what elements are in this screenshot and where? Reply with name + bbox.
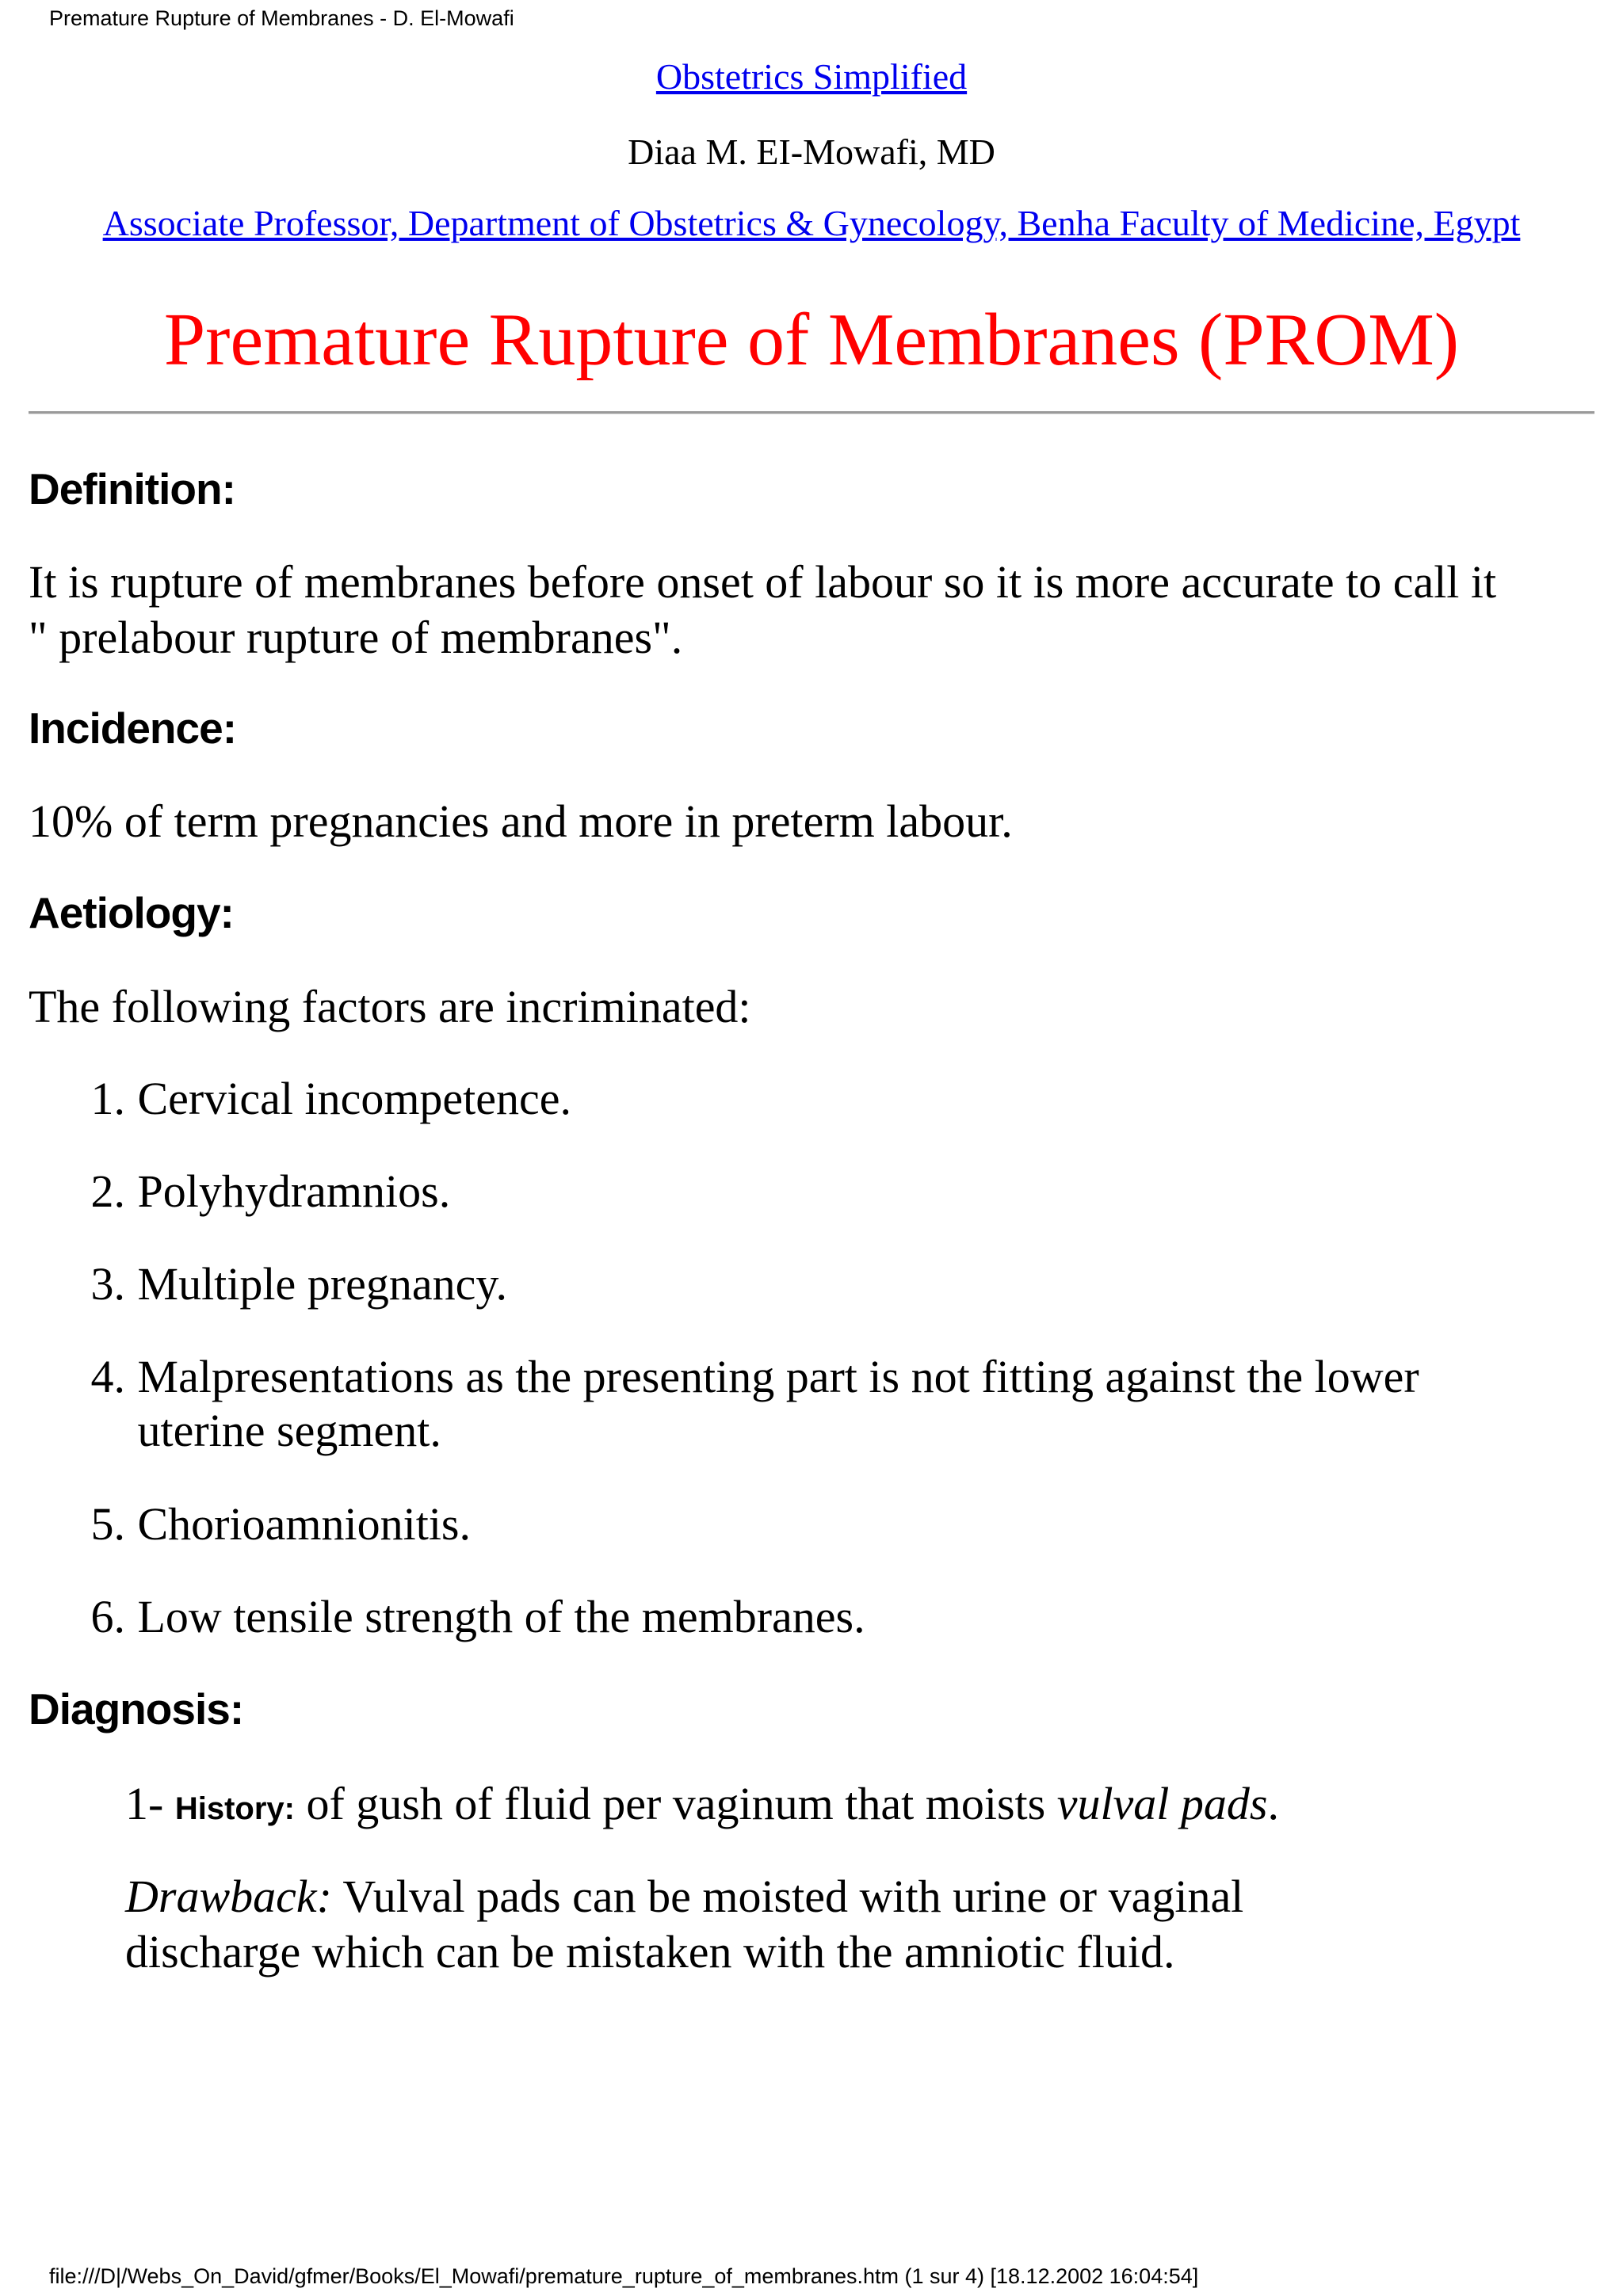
diagnosis-heading: Diagnosis: — [29, 1684, 244, 1733]
incidence-heading: Incidence: — [29, 704, 237, 753]
definition-line-1: It is rupture of membranes before onset of labour so it is more accurate to call it — [29, 556, 1497, 608]
history-text: of gush of fluid per vaginum that moists — [294, 1778, 1057, 1829]
book-link[interactable]: Obstetrics Simplified — [655, 56, 968, 97]
list-item — [63, 1497, 1569, 1551]
author-name: Diaa M. EI-Mowafi, MD — [628, 132, 995, 172]
aetiology-intro: The following factors are incriminated: — [29, 981, 751, 1032]
list-number: 3. — [90, 1258, 125, 1310]
list-item — [63, 1350, 1569, 1458]
definition-heading: Definition: — [29, 464, 235, 513]
aetiology-heading: Aetiology: — [29, 888, 234, 937]
diagnosis-history — [125, 1776, 1361, 1836]
diagnosis-drawback — [125, 1869, 1361, 1980]
list-text: Low tensile strength of the membranes. — [137, 1591, 865, 1642]
history-number: 1- — [125, 1778, 164, 1829]
list-number: 2. — [90, 1165, 125, 1217]
list-item — [63, 1257, 1569, 1311]
print-header: Premature Rupture of Membranes - D. El-Mowafi — [49, 6, 514, 30]
drawback-text: Vulval pads can be moisted with urine or vaginal discharge which can be mistaken with the amniotic fluid. — [125, 1871, 1244, 1978]
affiliation-link[interactable]: Associate Professor, Department of Obstetrics & Gynecology, Benha Faculty of Medicine, Egypt — [102, 203, 1521, 243]
drawback-label: Drawback: — [125, 1871, 332, 1922]
list-text: Chorioamnionitis. — [137, 1498, 471, 1550]
list-item — [63, 1165, 1569, 1219]
page-title: Premature Rupture of Membranes (PROM) — [163, 299, 1460, 381]
history-emphasis: vulval pads — [1056, 1778, 1268, 1829]
horizontal-rule — [29, 411, 1594, 414]
list-text: Multiple pregnancy. — [137, 1258, 508, 1310]
list-text: Cervical incompetence. — [137, 1073, 572, 1124]
affiliation-container — [0, 202, 1623, 244]
book-link-container — [0, 55, 1623, 97]
definition-line-2: " prelabour rupture of membranes". — [29, 612, 683, 663]
list-number: 5. — [90, 1498, 125, 1550]
list-number: 4. — [90, 1351, 125, 1402]
list-item — [63, 1590, 1569, 1644]
list-item — [63, 1072, 1569, 1126]
history-end: . — [1267, 1778, 1279, 1829]
history-colon: : — [284, 1791, 295, 1826]
list-number: 1. — [90, 1073, 125, 1124]
list-number: 6. — [90, 1591, 125, 1642]
list-text: Malpresentations as the presenting part is not fitting against the lower uterine segment. — [137, 1351, 1419, 1456]
list-text: Polyhydramnios. — [137, 1165, 451, 1217]
print-footer: file:///D|/Webs_On_David/gfmer/Books/El_Mowafi/premature_rupture_of_membranes.htm (1 sur 4) [18.12.2002 16:04:54] — [49, 2264, 1199, 2288]
incidence-text: 10% of term pregnancies and more in preterm labour. — [29, 795, 1013, 847]
history-label: History — [174, 1791, 285, 1826]
